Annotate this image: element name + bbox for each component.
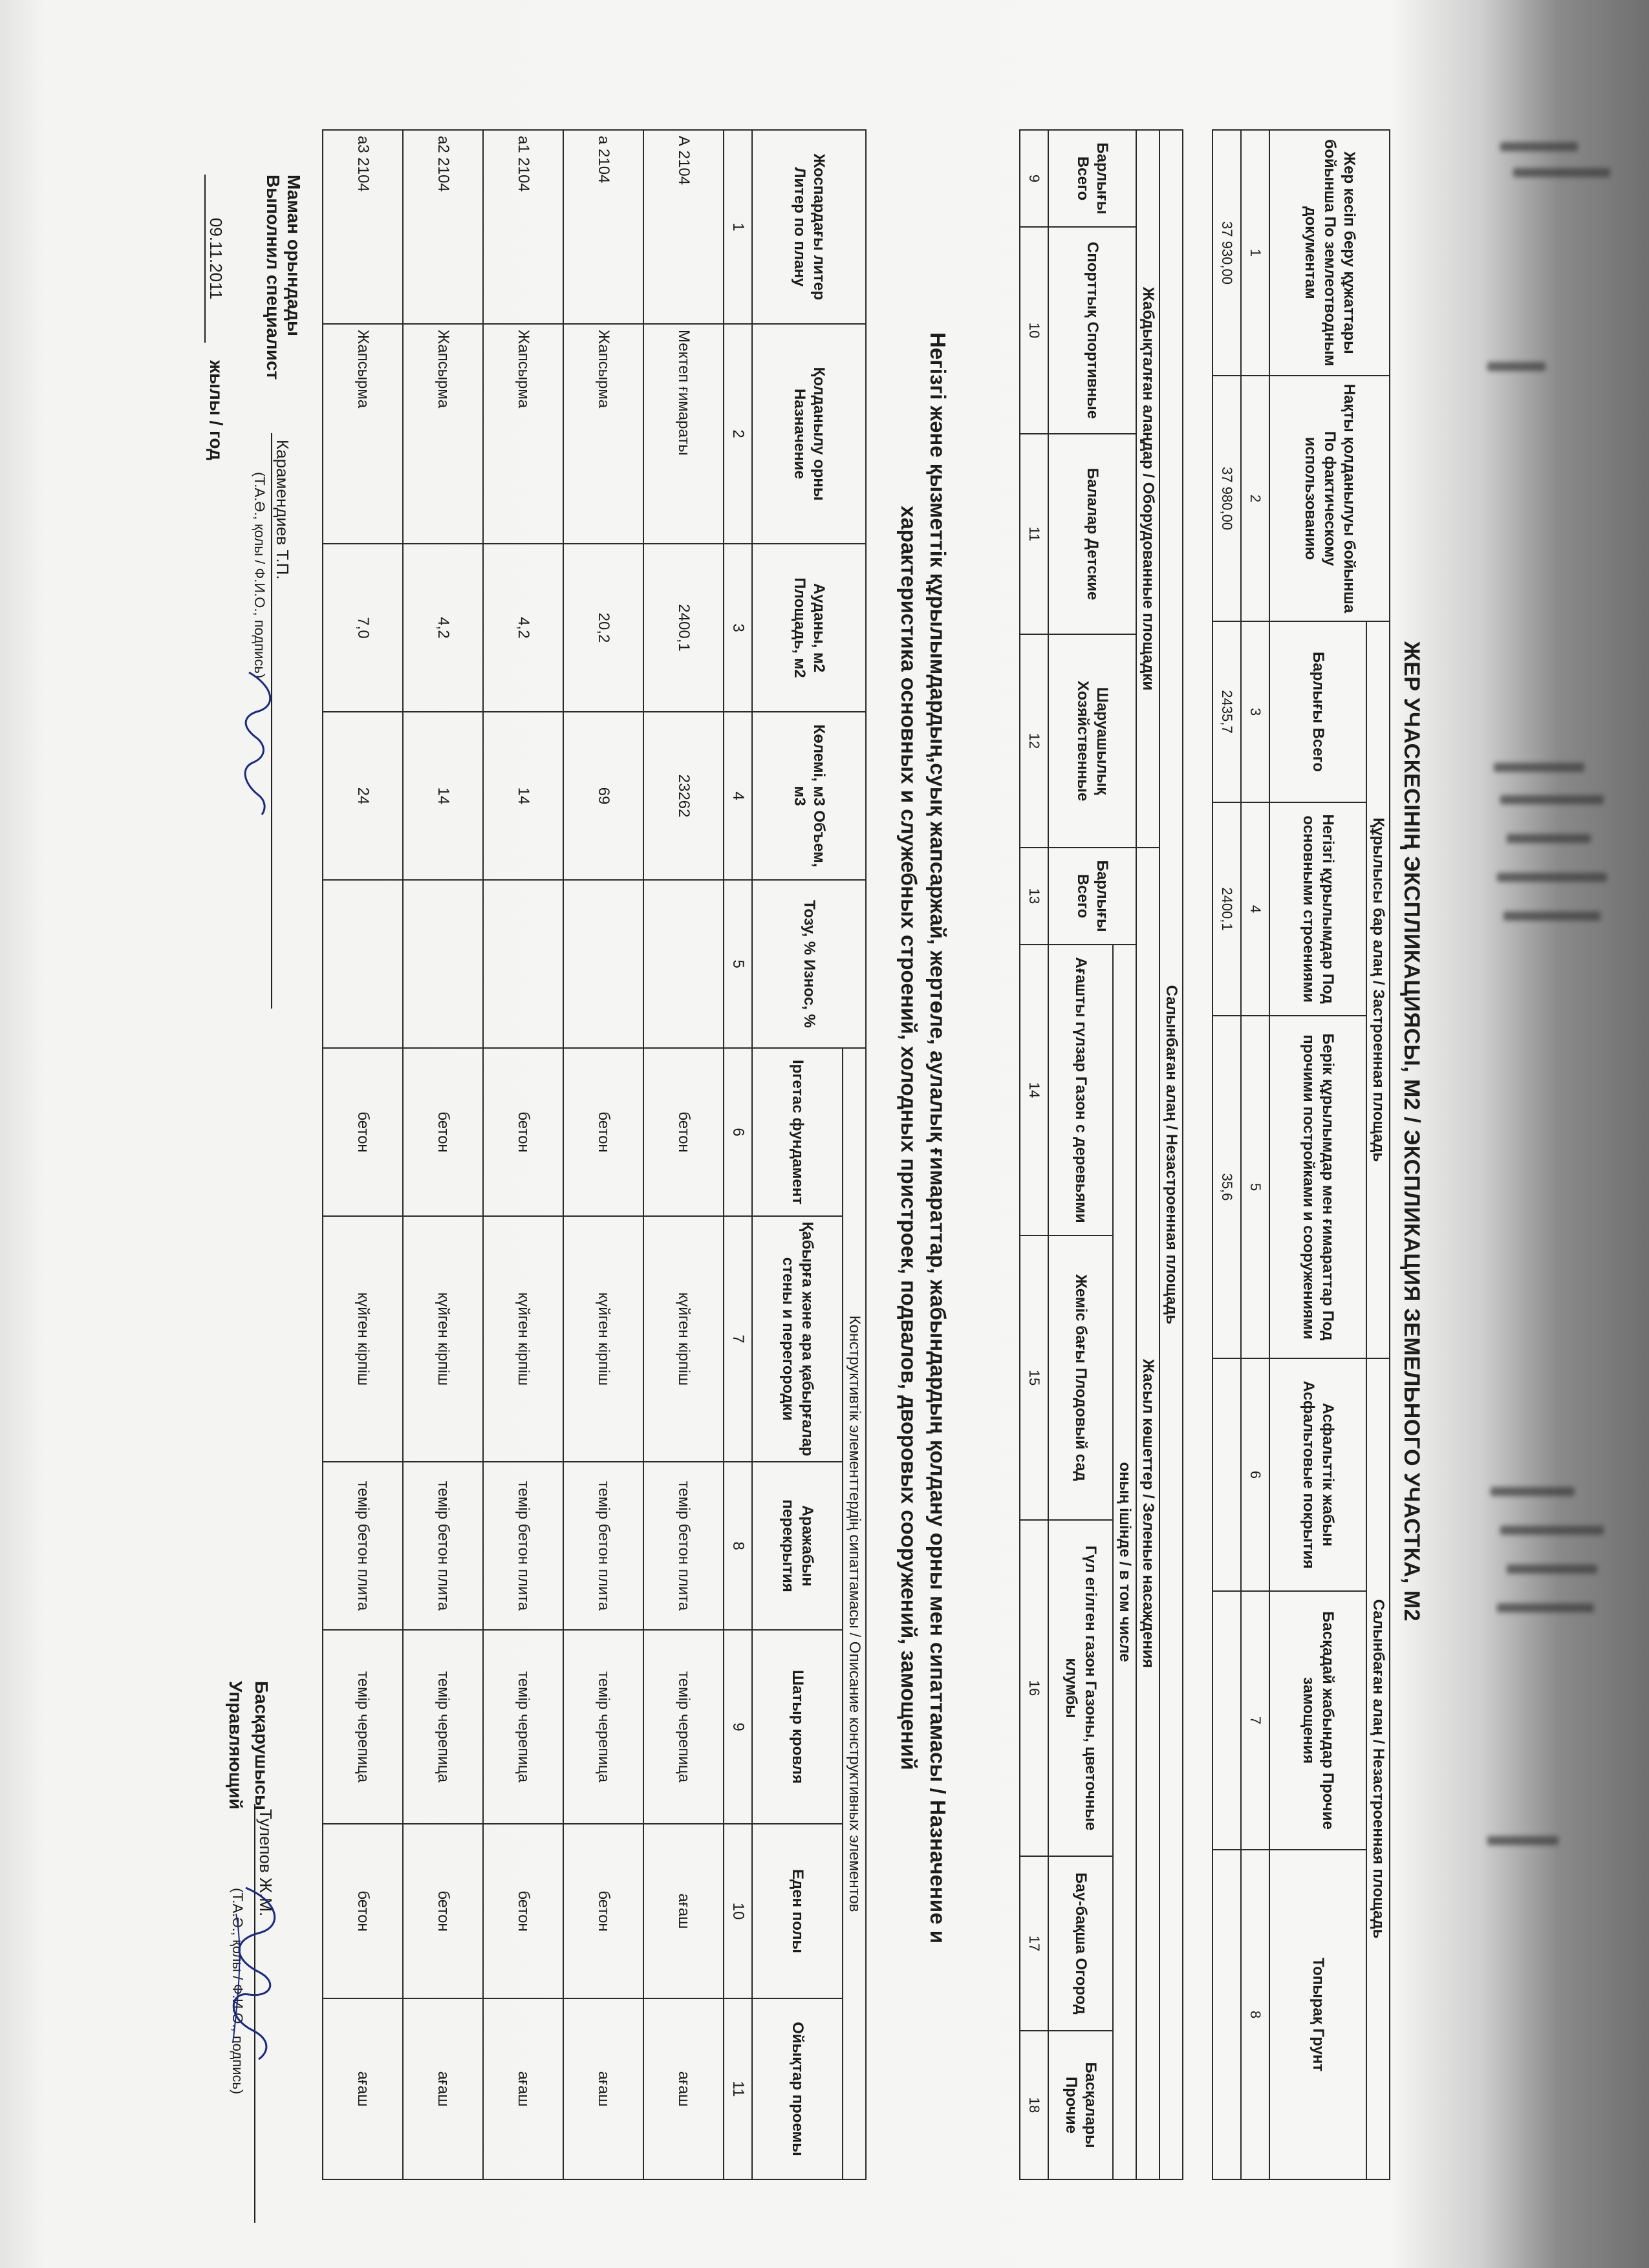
col-fact-header: Нақты қолданылуы бойынша По фактическому использованию (1269, 376, 1390, 621)
col-soil-header: Топырақ Грунт (1269, 1850, 1366, 2179)
explication-table (1212, 129, 1390, 2180)
volume-cell: 14 (403, 712, 483, 880)
column-number-row (724, 130, 752, 2179)
col-number: 4 (1241, 802, 1269, 1016)
area-cell: 4,2 (403, 544, 483, 712)
foundation-cell: бетон (563, 1048, 643, 1216)
col-number: 2 (724, 324, 752, 544)
unbuilt-area-table (1019, 129, 1183, 2180)
column-number-row (1241, 130, 1269, 2179)
col-number: 7 (1241, 1591, 1269, 1850)
value-cell (1212, 1850, 1241, 2179)
openings-cell: ағаш (483, 1998, 563, 2179)
col-paving-header: Басқадай жабындар Прочие замощения (1269, 1591, 1366, 1850)
floor-cell: бетон (483, 1824, 563, 1998)
specialist-name-hint: (Т.А.Ә., қолы / Ф.И.О., подпись) (252, 472, 268, 679)
purpose-cell: Жапсырма (323, 324, 403, 544)
walls-cell: күйген кірпіш (563, 1216, 643, 1462)
section-title-line: характеристика основных и служебных строений, холодных пристроек, подвалов, дворовых сооружений, замощений (897, 506, 921, 1770)
foundation-cell: бетон (483, 1048, 563, 1216)
col-number: 12 (1020, 634, 1048, 848)
specialist-name: Карамендиев Т.П. (271, 433, 292, 1009)
col-number: 8 (1241, 1850, 1269, 2179)
col-sport-header: Спорттық Спортивные (1048, 227, 1136, 434)
col-foundation-header: Іргетас фундамент (752, 1048, 843, 1216)
area-cell: 7,0 (323, 544, 403, 712)
col-total-header: Барлығы Всего (1048, 130, 1136, 227)
roof-cell: темір черепица (643, 1630, 724, 1824)
table-row (323, 130, 403, 2179)
col-number: 3 (724, 544, 752, 712)
openings-cell: ағаш (643, 1998, 724, 2179)
col-number: 5 (1241, 1016, 1269, 1358)
roof-cell: темір черепица (563, 1630, 643, 1824)
liter-cell: А 2104 (643, 130, 724, 324)
col-purpose-header: Қолданылу орны Назначение (752, 324, 866, 544)
col-number: 11 (724, 1998, 752, 2179)
volume-cell: 23262 (643, 712, 724, 880)
openings-cell: ағаш (323, 1998, 403, 2179)
col-number: 11 (1020, 434, 1048, 634)
value-cell: 35,6 (1212, 1016, 1241, 1358)
wear-cell (403, 880, 483, 1048)
table-row (483, 130, 563, 2179)
wear-cell (483, 880, 563, 1048)
col-number: 13 (1020, 848, 1048, 945)
foundation-cell: бетон (323, 1048, 403, 1216)
col-number: 2 (1241, 376, 1269, 621)
specialist-signature (226, 666, 285, 821)
col-volume-header: Көлемі, м3 Объем, м3 (752, 712, 866, 880)
floors-cell: темір бетон плита (563, 1462, 643, 1630)
col-total-header: Барлығы Всего (1269, 621, 1366, 802)
wear-cell (323, 880, 403, 1048)
value-cell: 2400,1 (1212, 802, 1241, 1016)
col-number: 9 (724, 1630, 752, 1824)
area-cell: 20,2 (563, 544, 643, 712)
area-cell: 4,2 (483, 544, 563, 712)
manager-signature (213, 1875, 297, 2069)
col-number: 16 (1020, 1520, 1048, 1856)
col-number: 10 (724, 1824, 752, 1998)
col-floors-header: Аражабын перекрытия (752, 1462, 843, 1630)
col-children-header: Балалар Детские (1048, 434, 1136, 634)
floor-cell: ағаш (643, 1824, 724, 1998)
liter-cell: а2 2104 (403, 130, 483, 324)
purpose-cell: Жапсырма (403, 324, 483, 544)
floor-cell: бетон (563, 1824, 643, 1998)
col-orchard-header: Жеміс бағы Плодовый сад (1048, 1236, 1113, 1520)
col-number: 9 (1020, 130, 1048, 227)
blurred-page-edge (1461, 0, 1649, 2268)
page-title: ЖЕР УЧАСКЕСІНІҢ ЭКСПЛИКАЦИЯСЫ, М2 / ЭКСПЛИКАЦИЯ ЗЕМЕЛЬНОГО УЧАСТКА, М2 (1399, 641, 1424, 1622)
col-docs-header: Жер кесіп беру құжаттары бойынша По землеотводным документам (1269, 130, 1390, 376)
roof-cell: темір черепица (323, 1630, 403, 1824)
col-floor-header: Еден полы (752, 1824, 843, 1998)
year-label: жылы / год (206, 360, 226, 460)
purpose-cell: Жапсырма (483, 324, 563, 544)
built-area-header: Құрылысы бар алаң / Застроенная площадь (1366, 621, 1390, 1358)
roof-cell: темір черепица (403, 1630, 483, 1824)
col-number: 6 (724, 1048, 752, 1216)
floor-cell: бетон (323, 1824, 403, 1998)
floors-cell: темір бетон плита (403, 1462, 483, 1630)
openings-cell: ағаш (403, 1998, 483, 2179)
col-garden-header: Бау-бақша Огород (1048, 1856, 1113, 2031)
table-row (563, 130, 643, 2179)
value-cell: 37 980,00 (1212, 376, 1241, 621)
buildings-table (322, 129, 867, 2180)
openings-cell: ағаш (563, 1998, 643, 2179)
manager-label-kz: Басқарушысы (252, 1681, 272, 1810)
wear-cell (643, 880, 724, 1048)
walls-cell: күйген кірпіш (643, 1216, 724, 1462)
foundation-cell: бетон (643, 1048, 724, 1216)
col-flowers-header: Гүл егілген газон Газоны, цветочные клумбы (1048, 1520, 1113, 1856)
including-header: оның ішінде / в том числе (1113, 945, 1136, 2179)
value-cell (1212, 1358, 1241, 1591)
area-cell: 2400,1 (643, 544, 724, 712)
walls-cell: күйген кірпіш (323, 1216, 403, 1462)
value-cell: 37 930,00 (1212, 130, 1241, 376)
col-roof-header: Шатыр кровля (752, 1630, 843, 1824)
wear-cell (563, 880, 643, 1048)
col-lawn-trees-header: Ағашты гүлзар Газон с деревьями (1048, 945, 1113, 1236)
manager-label-ru: Управляющий (226, 1681, 246, 1810)
liter-cell: а1 2104 (483, 130, 563, 324)
volume-cell: 14 (483, 712, 563, 880)
col-asphalt-header: Асфальттік жабын Асфальтовые покрытия (1269, 1358, 1366, 1591)
section-title (894, 39, 952, 2237)
floors-cell: темір бетон плита (483, 1462, 563, 1630)
liter-cell: а 2104 (563, 130, 643, 324)
green-plantings-header: Жасыл көшеттер / Зеленые насаждения (1136, 848, 1159, 2179)
column-number-row (1020, 130, 1048, 2179)
col-number: 8 (724, 1462, 752, 1630)
purpose-cell: Мектеп ғимараты (643, 324, 724, 544)
col-number: 10 (1020, 227, 1048, 434)
col-number: 4 (724, 712, 752, 880)
floors-cell: темір бетон плита (323, 1462, 403, 1630)
liter-cell: а3 2104 (323, 130, 403, 324)
col-number: 17 (1020, 1856, 1048, 2031)
unbuilt-area-header: Салынбаған алаң / Незастроенная площадь (1366, 1358, 1390, 2179)
col-liter-header: Жоспардағы литер Литер по плану (752, 130, 866, 324)
col-other-header: Басқалары Прочие (1048, 2031, 1113, 2179)
section-title-line: Негізгі және қызметтік құрылымдардың,суық жапсаржай, жертөле, аулалық ғимараттар, жабындардың қолдану орны мен сипаттамасы / Назначение и (926, 332, 950, 1943)
floor-cell: бетон (403, 1824, 483, 1998)
walls-cell: күйген кірпіш (483, 1216, 563, 1462)
value-cell (1212, 1591, 1241, 1850)
building-rows (323, 130, 724, 2179)
col-green-total-header: Барлығы Всего (1048, 848, 1136, 945)
col-wear-header: Тозу, % Износ, % (752, 880, 866, 1048)
col-number: 1 (724, 130, 752, 324)
col-walls-header: Қабырға және ара қабырғалар стены и перегородки (752, 1216, 843, 1462)
equipped-areas-header: Жабдықталған алаңдар / Оборудованные площадки (1136, 130, 1159, 848)
unbuilt-header: Салынбаған алаң / Незастроенная площадь (1159, 130, 1183, 2179)
floors-cell: темір бетон плита (643, 1462, 724, 1630)
col-main-header: Негізгі құрылымдар Под основными строениями (1269, 802, 1366, 1016)
col-number: 5 (724, 880, 752, 1048)
col-household-header: Шаруашылық Хозяйственные (1048, 634, 1136, 848)
col-number: 15 (1020, 1236, 1048, 1520)
foundation-cell: бетон (403, 1048, 483, 1216)
col-other-header: Берік құрылымдар мен ғимараттар Под прочими постройками и сооружениями (1269, 1016, 1366, 1358)
volume-cell: 69 (563, 712, 643, 880)
volume-cell: 24 (323, 712, 403, 880)
col-number: 7 (724, 1216, 752, 1462)
walls-cell: күйген кірпіш (403, 1216, 483, 1462)
value-cell: 2435,7 (1212, 621, 1241, 802)
date-field: 09.11.2011 (204, 175, 226, 343)
purpose-cell: Жапсырма (563, 324, 643, 544)
specialist-label-ru: Выполнил специалист (263, 175, 283, 380)
explication-values-row (1212, 130, 1241, 2179)
col-number: 14 (1020, 945, 1048, 1236)
construct-elements-header: Конструктивтік элементтердің сипаттамасы / Описание конструктивных элементов (843, 1048, 866, 2179)
col-number: 3 (1241, 621, 1269, 802)
manager-name-hint: (Т.А.Ә., қолы / Ф.И.О., подпись) (230, 1888, 246, 2095)
manager-name: Тулепов Ж.М. (254, 1804, 275, 2223)
table-row (643, 130, 724, 2179)
rotated-document (6, 13, 1455, 2250)
roof-cell: темір черепица (483, 1630, 563, 1824)
col-number: 6 (1241, 1358, 1269, 1591)
col-number: 1 (1241, 130, 1269, 376)
specialist-label-kz: Маман орындады (284, 175, 304, 336)
col-area-header: Ауданы, м2 Площадь, м2 (752, 544, 866, 712)
col-openings-header: Ойықтар проемы (752, 1998, 843, 2179)
col-number: 18 (1020, 2031, 1048, 2179)
table-row (403, 130, 483, 2179)
